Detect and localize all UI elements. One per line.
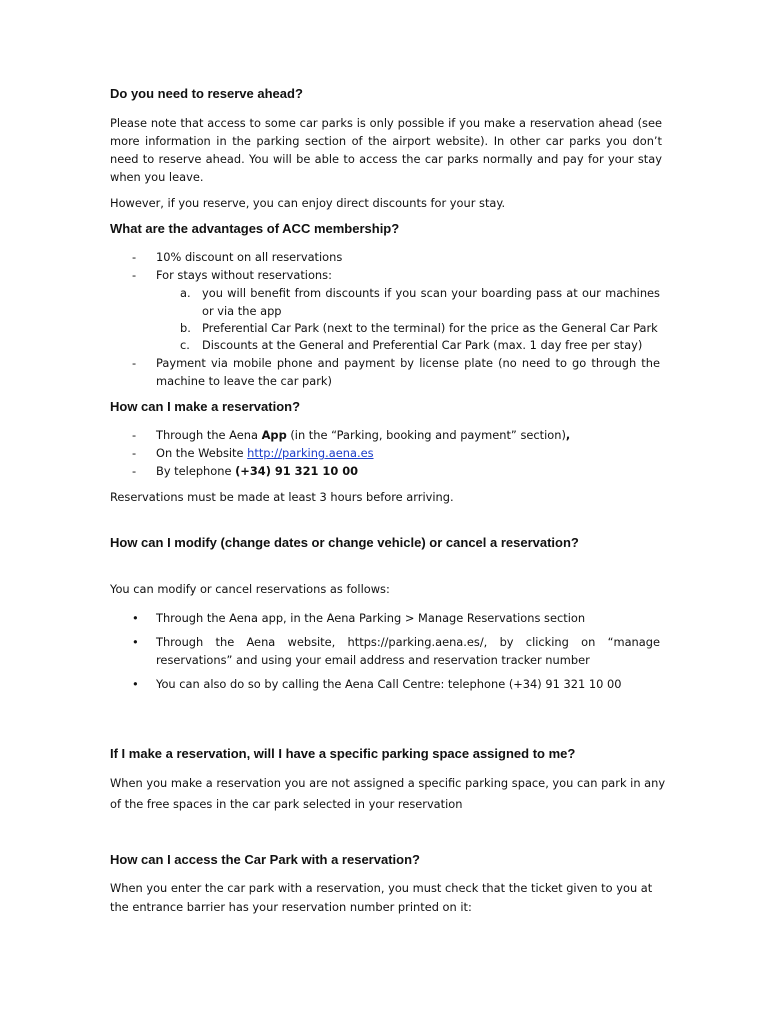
text-segment: (in the “Parking, booking and payment” section) bbox=[286, 428, 566, 442]
sublist-marker: b. bbox=[180, 321, 191, 335]
text-segment: Through the Aena bbox=[156, 428, 262, 442]
sublist-marker: c. bbox=[180, 338, 190, 352]
text-segment: By telephone bbox=[156, 464, 236, 478]
heading-modify-reservation: How can I modify (change dates or change vehicle) or cancel a reservation? bbox=[110, 535, 579, 550]
list-item-telephone bbox=[156, 462, 660, 480]
heading-access-car-park: How can I access the Car Park with a reservation? bbox=[110, 852, 420, 867]
paragraph-reserve-ahead: Please note that access to some car parks is only possible if you make a reservation ahead (see more information in the parking section of the airport website). In other car parks you don’t need to reserve ahead. You will be able to access the car parks normally and pay for your stay when you leave. bbox=[110, 116, 662, 184]
list-marker: - bbox=[132, 446, 137, 460]
list-marker: - bbox=[132, 428, 137, 442]
heading-acc-advantages: What are the advantages of ACC membership? bbox=[110, 221, 400, 236]
text-segment: , bbox=[565, 428, 571, 442]
modify-intro: You can modify or cancel reservations as follows: bbox=[110, 582, 390, 596]
list-item: Through the Aena app, in the Aena Parking > Manage Reservations section bbox=[156, 611, 586, 625]
paragraph-line: of the free spaces in the car park selected in your reservation bbox=[110, 797, 463, 811]
sublist-item: you will benefit from discounts if you scan your boarding pass at our machines or via the app bbox=[202, 286, 660, 318]
bullet-marker: • bbox=[132, 677, 139, 691]
heading-specific-space: If I make a reservation, will I have a specific parking space assigned to me? bbox=[110, 746, 576, 761]
list-marker: - bbox=[132, 268, 137, 282]
paragraph-line: When you enter the car park with a reservation, you must check that the ticket given to you at bbox=[110, 881, 653, 895]
sublist-item: Discounts at the General and Preferential Car Park (max. 1 day free per stay) bbox=[202, 338, 643, 352]
app-label: App bbox=[261, 428, 287, 442]
sublist-marker: a. bbox=[180, 286, 191, 300]
list-marker: - bbox=[132, 250, 137, 264]
reservation-note: Reservations must be made at least 3 hours before arriving. bbox=[110, 490, 454, 504]
list-item: For stays without reservations: bbox=[156, 268, 332, 282]
paragraph-discounts: However, if you reserve, you can enjoy direct discounts for your stay. bbox=[110, 196, 506, 210]
list-item: 10% discount on all reservations bbox=[156, 250, 343, 264]
heading-make-reservation: How can I make a reservation? bbox=[110, 399, 301, 414]
paragraph-line: When you make a reservation you are not assigned a specific parking space, you can park in any bbox=[110, 776, 666, 790]
telephone-number: (+34) 91 321 10 00 bbox=[235, 464, 359, 478]
list-item: Payment via mobile phone and payment by license plate (no need to go through the machine to leave the car park) bbox=[156, 356, 660, 388]
website-link[interactable]: http://parking.aena.es bbox=[247, 446, 374, 460]
bullet-marker: • bbox=[132, 611, 139, 625]
heading-reserve-ahead: Do you need to reserve ahead? bbox=[110, 86, 303, 101]
list-marker: - bbox=[132, 464, 137, 478]
paragraph-line: the entrance barrier has your reservation number printed on it: bbox=[110, 900, 472, 914]
text-segment: On the Website bbox=[156, 446, 248, 460]
list-item-website bbox=[156, 444, 660, 462]
list-marker: - bbox=[132, 356, 137, 370]
list-item: You can also do so by calling the Aena Call Centre: telephone (+34) 91 321 10 00 bbox=[156, 677, 622, 691]
list-item-app bbox=[156, 426, 660, 444]
list-item: Through the Aena website, https://parking.aena.es/, by clicking on “manage reservations” and using your email address and reservation tracker number bbox=[156, 635, 660, 667]
sublist-item: Preferential Car Park (next to the terminal) for the price as the General Car Park bbox=[202, 321, 658, 335]
bullet-marker: • bbox=[132, 635, 139, 649]
